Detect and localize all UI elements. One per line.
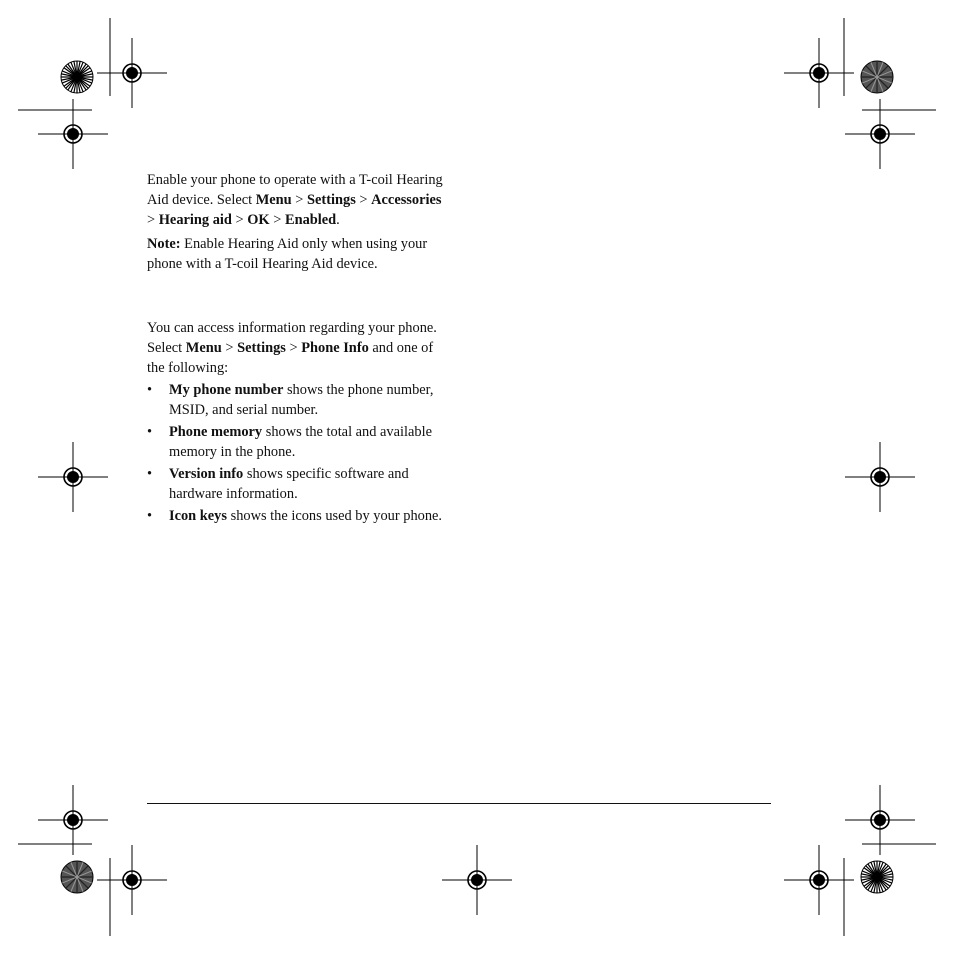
path-separator: > (359, 192, 368, 208)
bullet-icon: • (147, 382, 153, 398)
menu-path-item: Menu (185, 340, 222, 356)
phone-info-list (147, 380, 447, 526)
bullet-icon: • (147, 424, 153, 440)
hearing-aid-section (147, 170, 447, 274)
hearing-aid-intro: Enable your phone to operate with a T-coil Hearing Aid device. Select (147, 172, 443, 208)
phone-info-paragraph (147, 318, 447, 378)
menu-path-item: OK (247, 212, 270, 228)
registration-mark-icon (97, 845, 167, 915)
list-item-desc: shows the phone number, MSID, and serial number. (169, 382, 434, 418)
registration-mark-icon (845, 442, 915, 512)
path-separator: > (273, 212, 282, 228)
star-target-icon (61, 61, 93, 93)
list-item (147, 422, 447, 462)
menu-path-item: Accessories (371, 192, 442, 208)
path-separator: > (225, 340, 234, 356)
menu-path-item: Menu (255, 192, 292, 208)
path-separator: > (147, 212, 156, 228)
note-text: Enable Hearing Aid only when using your phone with a T-coil Hearing Aid device. (147, 236, 428, 272)
star-target-icon (861, 61, 893, 93)
list-item-term: Phone memory (169, 424, 263, 440)
registration-mark-icon (97, 38, 167, 108)
list-item (147, 506, 447, 526)
menu-path-item: Phone Info (301, 340, 369, 356)
star-target-icon (61, 861, 93, 893)
list-item-desc: shows the total and available memory in the phone. (169, 424, 432, 460)
hearing-aid-paragraph (147, 170, 447, 230)
star-target-icon (861, 861, 893, 893)
list-item-desc: shows the icons used by your phone. (230, 508, 443, 524)
list-item (147, 464, 447, 504)
list-item-term: Icon keys (169, 508, 227, 524)
path-separator: > (235, 212, 244, 228)
menu-path-item: Settings (307, 192, 356, 208)
note-label: Note: (147, 236, 181, 252)
registration-mark-icon (38, 442, 108, 512)
phone-info-tail: and one of the following: (147, 340, 434, 376)
list-item-term: Version info (169, 466, 244, 482)
bullet-icon: • (147, 508, 153, 524)
footer-rule (147, 803, 771, 804)
menu-path-item: Enabled (284, 212, 337, 228)
phone-info-section (147, 318, 447, 528)
list-item (147, 380, 447, 420)
menu-path-item: Settings (237, 340, 286, 356)
menu-path-item: Hearing aid (158, 212, 232, 228)
sentence-end: . (336, 212, 340, 228)
hearing-aid-note (147, 234, 447, 274)
registration-mark-icon (442, 845, 512, 915)
path-separator: > (289, 340, 298, 356)
list-item-desc: shows specific software and hardware information. (169, 466, 409, 502)
list-item-term: My phone number (169, 382, 284, 398)
phone-info-intro: You can access information regarding your phone. Select (147, 320, 437, 356)
path-separator: > (295, 192, 304, 208)
bullet-icon: • (147, 466, 153, 482)
